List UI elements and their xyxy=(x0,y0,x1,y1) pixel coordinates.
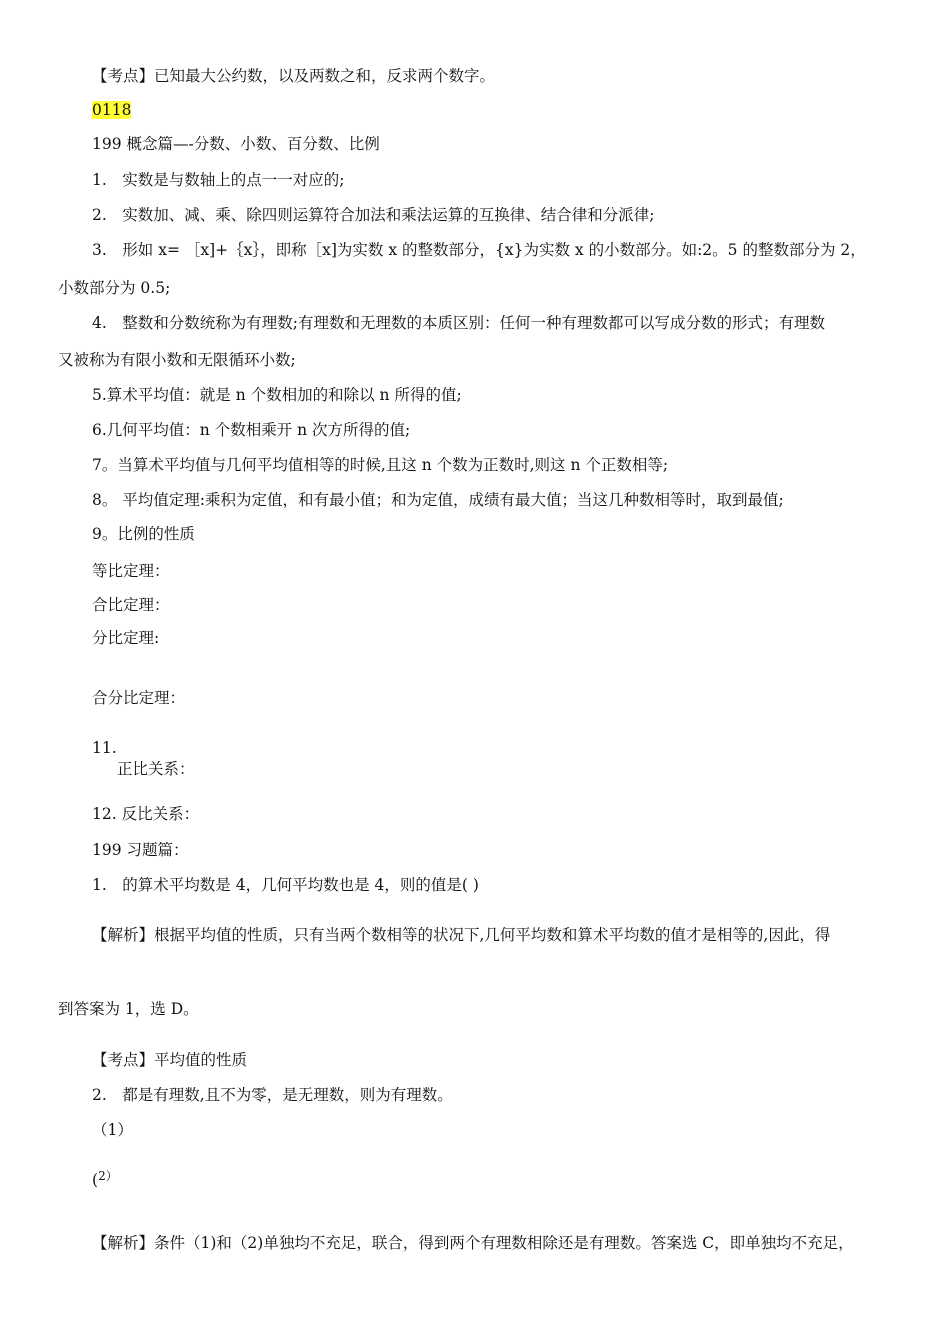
concept-3-cont: 小数部分为 0.5; xyxy=(58,279,171,297)
concept-1: 1. 实数是与数轴上的点一一对应的; xyxy=(92,171,345,189)
concept-6: 6.几何平均值：n 个数相乘开 n 次方所得的值; xyxy=(92,421,411,439)
ratio-diff-theorem: 分比定理: xyxy=(92,629,160,647)
ratio-equal-theorem: 等比定理： xyxy=(92,562,170,580)
kaodian-2: 【考点】平均值的性质 xyxy=(92,1051,248,1069)
concept-4-cont: 又被称为有限小数和无限循环小数; xyxy=(58,351,296,369)
concept-2: 2. 实数加、减、乘、除四则运算符合加法和乘法运算的互换律、结合律和分派律; xyxy=(92,206,655,224)
highlight-code xyxy=(92,100,131,120)
exercise-2: 2. 都是有理数,且不为零，是无理数，则为有理数。 xyxy=(92,1086,453,1104)
condition-2-label: 2） xyxy=(98,1169,118,1183)
concept-3: 3. 形如 x= ［x]+｛x｝，即称［x]为实数 x 的整数部分，{x}为实数 x 的小数部分。如:2。5 的整数部分为 2， xyxy=(92,241,866,259)
direct-proportion: 正比关系： xyxy=(117,760,195,778)
section-heading-concepts: 199 概念篇—-分数、小数、百分数、比例 xyxy=(92,135,380,153)
condition-1: （1） xyxy=(92,1121,133,1139)
concept-8: 8。 平均值定理:乘积为定值，和有最小值；和为定值，成绩有最大值；当这几种数相等时，取到最值; xyxy=(92,491,784,509)
analysis-2: 【解析】条件（1)和（2)单独均不充足，联合，得到两个有理数相除还是有理数。答案选 C，即单独均不充足， xyxy=(92,1234,854,1252)
section-heading-exercises: 199 习题篇： xyxy=(92,841,189,859)
kaodian-1: 【考点】已知最大公约数，以及两数之和，反求两个数字。 xyxy=(92,67,496,85)
exercise-1: 1. 的算术平均数是 4，几何平均数也是 4，则的值是( ) xyxy=(92,876,479,894)
concept-5: 5.算术平均值：就是 n 个数相加的和除以 n 所得的值; xyxy=(92,386,462,404)
concept-4: 4. 整数和分数统称为有理数;有理数和无理数的本质区别：任何一种有理数都可以写成分数的形式；有理数 xyxy=(92,314,826,332)
highlighted-text: 0118 xyxy=(92,101,132,119)
analysis-1-cont: 到答案为 1，选 D。 xyxy=(58,1000,199,1018)
concept-9: 9。比例的性质 xyxy=(92,525,195,543)
ratio-sum-diff-theorem: 合分比定理： xyxy=(92,689,186,707)
concept-11-number: 11. xyxy=(92,739,117,757)
condition-2 xyxy=(92,1170,118,1191)
analysis-1: 【解析】根据平均值的性质，只有当两个数相等的状况下,几何平均数和算术平均数的值才是相等的,因此，得 xyxy=(92,926,831,944)
condition-2-paren: ( xyxy=(92,1171,99,1189)
ratio-sum-theorem: 合比定理： xyxy=(92,596,170,614)
inverse-proportion: 12. 反比关系： xyxy=(92,805,200,823)
concept-7: 7。当算术平均值与几何平均值相等的时候,且这 n 个数为正数时,则这 n 个正数相等; xyxy=(92,456,669,474)
